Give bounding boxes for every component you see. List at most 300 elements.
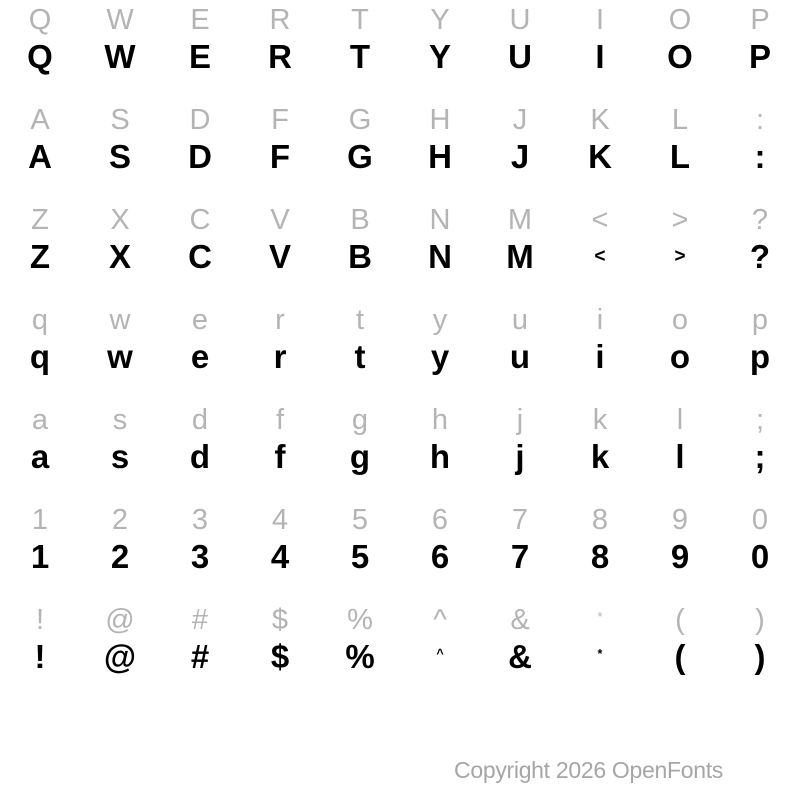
glyph-cell	[0, 4, 80, 37]
glyph-char: y	[432, 304, 448, 336]
glyph-char: J	[510, 138, 530, 175]
glyph-cell	[0, 404, 80, 437]
glyph-cell	[480, 438, 560, 476]
glyph-char: S	[110, 104, 130, 136]
glyph-cell	[320, 4, 400, 37]
glyph-char: (	[675, 604, 685, 636]
glyph-cell	[0, 38, 80, 76]
glyph-char: %	[345, 638, 375, 675]
glyph-cell	[400, 404, 480, 437]
glyph-char: 4	[270, 538, 290, 575]
glyph-cell	[640, 338, 720, 376]
glyph-char: j	[516, 404, 524, 436]
glyph-cell	[80, 4, 160, 37]
glyph-cell	[560, 438, 640, 476]
glyph-char: W	[106, 4, 134, 36]
glyph-cell	[640, 4, 720, 37]
glyph-row-pair	[0, 300, 800, 400]
glyph-char: :	[754, 138, 766, 175]
glyph-char: J	[512, 104, 528, 136]
glyph-char: 3	[191, 504, 209, 536]
glyph-char: D	[188, 138, 212, 175]
glyph-char: 7	[510, 538, 530, 575]
glyph-cell	[160, 238, 240, 276]
glyph-line-solid	[0, 338, 800, 382]
glyph-cell	[240, 104, 320, 137]
glyph-cell	[720, 238, 800, 276]
glyph-char: @	[105, 604, 135, 636]
glyph-cell	[400, 504, 480, 537]
glyph-cell	[640, 38, 720, 76]
glyph-char: o	[671, 304, 689, 336]
glyph-cell	[480, 338, 560, 376]
glyph-char: ?	[751, 204, 769, 236]
glyph-cell	[720, 404, 800, 437]
glyph-row-pair	[0, 200, 800, 300]
glyph-cell	[720, 304, 800, 337]
glyph-cell	[400, 204, 480, 237]
glyph-char: C	[188, 238, 212, 275]
glyph-char: g	[349, 438, 371, 475]
glyph-char: #	[190, 638, 210, 675]
glyph-char: Z	[31, 204, 49, 236]
glyph-char: Q	[28, 4, 52, 36]
glyph-cell	[560, 404, 640, 437]
glyph-cell	[400, 604, 480, 637]
glyph-cell	[320, 638, 400, 676]
glyph-char: C	[189, 204, 211, 236]
glyph-cell	[480, 204, 560, 237]
glyph-cell	[0, 338, 80, 376]
glyph-cell	[240, 38, 320, 76]
glyph-row-pair	[0, 400, 800, 500]
glyph-cell	[720, 504, 800, 537]
glyph-cell	[640, 104, 720, 137]
glyph-cell	[400, 4, 480, 37]
glyph-cell	[240, 404, 320, 437]
glyph-char: ^	[433, 604, 447, 636]
glyph-char: ;	[754, 438, 766, 475]
glyph-char: R	[268, 38, 292, 75]
glyph-char: H	[428, 138, 452, 175]
glyph-char: K	[590, 104, 610, 136]
glyph-char: E	[188, 38, 211, 75]
glyph-char: L	[671, 104, 689, 136]
glyph-cell	[400, 304, 480, 337]
glyph-char: ;	[755, 404, 765, 436]
glyph-char: X	[110, 204, 130, 236]
glyph-cell	[80, 338, 160, 376]
glyph-row-pair	[0, 0, 800, 100]
glyph-char: $	[270, 638, 290, 675]
glyph-row-pair	[0, 100, 800, 200]
glyph-char: T	[349, 38, 371, 75]
glyph-cell	[80, 504, 160, 537]
glyph-char: >	[674, 246, 686, 267]
glyph-cell	[560, 38, 640, 76]
glyph-char: q	[29, 338, 51, 375]
glyph-char: ^	[436, 647, 444, 661]
glyph-cell	[320, 504, 400, 537]
glyph-char: !	[35, 604, 45, 636]
glyph-cell	[80, 438, 160, 476]
glyph-char: g	[351, 404, 369, 436]
glyph-line-solid	[0, 538, 800, 582]
glyph-cell	[560, 238, 640, 276]
glyph-char: S	[108, 138, 131, 175]
glyph-char: Y	[430, 4, 450, 36]
glyph-char: %	[347, 604, 373, 636]
glyph-char: 2	[111, 504, 129, 536]
glyph-char: y	[430, 338, 450, 375]
glyph-char: r	[273, 338, 287, 375]
glyph-char: T	[351, 4, 369, 36]
glyph-cell	[480, 538, 560, 576]
glyph-cell	[400, 538, 480, 576]
glyph-char: K	[588, 138, 612, 175]
glyph-line-solid	[0, 138, 800, 182]
glyph-cell	[0, 438, 80, 476]
glyph-cell	[560, 138, 640, 176]
glyph-char: p	[749, 338, 771, 375]
glyph-cell	[0, 538, 80, 576]
glyph-cell	[320, 438, 400, 476]
glyph-cell	[0, 604, 80, 637]
glyph-cell	[240, 504, 320, 537]
glyph-cell	[480, 404, 560, 437]
glyph-char: t	[354, 338, 366, 375]
glyph-cell	[320, 538, 400, 576]
glyph-char: 6	[431, 504, 449, 536]
glyph-char: e	[191, 304, 209, 336]
glyph-cell	[240, 4, 320, 37]
glyph-cell	[720, 604, 800, 637]
glyph-cell	[720, 104, 800, 137]
glyph-cell	[640, 138, 720, 176]
glyph-line-muted	[0, 400, 800, 438]
glyph-char: i	[595, 338, 605, 375]
glyph-row-pair	[0, 500, 800, 600]
glyph-cell	[560, 4, 640, 37]
glyph-char: A	[30, 104, 50, 136]
glyph-cell	[720, 4, 800, 37]
glyph-char: @	[103, 638, 137, 675]
glyph-char: 3	[190, 538, 210, 575]
glyph-char: 5	[351, 504, 369, 536]
glyph-char: G	[347, 138, 373, 175]
glyph-char: 6	[430, 538, 450, 575]
glyph-char: 1	[30, 538, 50, 575]
glyph-cell	[80, 138, 160, 176]
glyph-cell	[480, 104, 560, 137]
glyph-line-muted	[0, 500, 800, 538]
glyph-cell	[640, 538, 720, 576]
glyph-cell	[320, 238, 400, 276]
glyph-char: 8	[591, 504, 609, 536]
glyph-cell	[400, 438, 480, 476]
glyph-char: O	[667, 38, 693, 75]
glyph-char: I	[595, 4, 605, 36]
glyph-cell	[160, 504, 240, 537]
glyph-cell	[640, 504, 720, 537]
glyph-cell	[720, 538, 800, 576]
glyph-char: $	[271, 604, 289, 636]
glyph-cell	[240, 138, 320, 176]
glyph-char: >	[671, 204, 689, 236]
glyph-cell	[560, 104, 640, 137]
glyph-cell	[400, 238, 480, 276]
glyph-char: F	[269, 138, 291, 175]
glyph-char: 9	[671, 504, 689, 536]
glyph-cell	[400, 104, 480, 137]
glyph-cell	[320, 338, 400, 376]
glyph-line-muted	[0, 200, 800, 238]
glyph-cell	[480, 304, 560, 337]
glyph-cell	[160, 438, 240, 476]
glyph-char: X	[108, 238, 131, 275]
glyph-char: h	[429, 438, 451, 475]
glyph-cell	[160, 538, 240, 576]
glyph-cell	[720, 438, 800, 476]
glyph-line-muted	[0, 300, 800, 338]
glyph-cell	[560, 538, 640, 576]
glyph-char: w	[109, 304, 131, 336]
glyph-char: o	[669, 338, 691, 375]
glyph-char: w	[107, 338, 133, 375]
glyph-cell	[320, 404, 400, 437]
glyph-char: s	[112, 404, 128, 436]
glyph-cell	[80, 404, 160, 437]
glyph-cell	[80, 604, 160, 637]
glyph-cell	[560, 504, 640, 537]
glyph-char: u	[509, 338, 531, 375]
glyph-char: E	[190, 4, 210, 36]
glyph-char: M	[506, 238, 534, 275]
glyph-char: j	[515, 438, 525, 475]
glyph-cell	[160, 638, 240, 676]
glyph-cell	[0, 104, 80, 137]
glyph-cell	[400, 638, 480, 676]
glyph-char: U	[508, 38, 532, 75]
glyph-cell	[0, 138, 80, 176]
glyph-cell	[560, 304, 640, 337]
glyph-cell	[720, 204, 800, 237]
glyph-char: H	[429, 104, 451, 136]
glyph-cell	[320, 604, 400, 637]
glyph-cell	[240, 304, 320, 337]
glyph-cell	[560, 638, 640, 676]
glyph-char: &	[510, 604, 530, 636]
glyph-char: *	[597, 609, 603, 624]
glyph-char: N	[429, 204, 451, 236]
glyph-cell	[480, 604, 560, 637]
glyph-char: Y	[428, 38, 451, 75]
glyph-char: 9	[670, 538, 690, 575]
glyph-cell	[0, 238, 80, 276]
glyph-cell	[160, 38, 240, 76]
glyph-char: 7	[511, 504, 529, 536]
glyph-cell	[720, 638, 800, 676]
glyph-line-solid	[0, 38, 800, 82]
glyph-cell	[480, 638, 560, 676]
glyph-char: B	[348, 238, 372, 275]
glyph-char: D	[189, 104, 211, 136]
glyph-cell	[160, 4, 240, 37]
glyph-line-solid	[0, 638, 800, 682]
glyph-cell	[400, 138, 480, 176]
glyph-cell	[560, 338, 640, 376]
glyph-cell	[720, 38, 800, 76]
glyph-cell	[0, 504, 80, 537]
glyph-cell	[160, 338, 240, 376]
glyph-char: ?	[749, 238, 771, 275]
glyph-char: A	[28, 138, 52, 175]
glyph-char: P	[748, 38, 771, 75]
glyph-char: l	[676, 404, 684, 436]
glyph-char: N	[428, 238, 452, 275]
glyph-cell	[400, 38, 480, 76]
glyph-char: I	[595, 38, 605, 75]
glyph-char: 4	[271, 504, 289, 536]
glyph-char: M	[507, 204, 533, 236]
glyph-cell	[80, 238, 160, 276]
glyph-cell	[80, 638, 160, 676]
glyph-cell	[80, 538, 160, 576]
glyph-cell	[480, 238, 560, 276]
glyph-cell	[240, 204, 320, 237]
glyph-char: G	[348, 104, 372, 136]
glyph-cell	[320, 204, 400, 237]
glyph-char: Q	[27, 38, 53, 75]
copyright-text: Copyright 2026 OpenFonts	[454, 757, 723, 783]
glyph-cell	[480, 138, 560, 176]
glyph-char: 2	[110, 538, 130, 575]
glyph-cell	[320, 38, 400, 76]
glyph-cell	[240, 238, 320, 276]
glyph-char: Z	[29, 238, 51, 275]
glyph-cell	[480, 38, 560, 76]
glyph-char: R	[269, 4, 291, 36]
glyph-cell	[640, 304, 720, 337]
glyph-char: 1	[31, 504, 49, 536]
glyph-cell	[0, 204, 80, 237]
glyph-cell	[560, 604, 640, 637]
glyph-char: #	[191, 604, 209, 636]
glyph-char: q	[31, 304, 49, 336]
glyph-char: <	[594, 246, 606, 267]
glyph-char: L	[669, 138, 691, 175]
glyph-char: a	[30, 438, 50, 475]
glyph-row-pair	[0, 600, 800, 700]
glyph-cell	[160, 304, 240, 337]
glyph-line-solid	[0, 238, 800, 282]
glyph-cell	[640, 238, 720, 276]
glyph-char: !	[34, 638, 46, 675]
glyph-cell	[400, 338, 480, 376]
glyph-cell	[640, 404, 720, 437]
glyph-cell	[80, 104, 160, 137]
glyph-char: &	[508, 638, 532, 675]
glyph-char: )	[755, 604, 765, 636]
glyph-char: B	[350, 204, 370, 236]
glyph-char: r	[275, 304, 285, 336]
glyph-char: l	[675, 438, 685, 475]
glyph-cell	[0, 638, 80, 676]
glyph-char: d	[189, 438, 211, 475]
glyph-cell	[640, 204, 720, 237]
glyph-cell	[720, 338, 800, 376]
glyph-char: 0	[751, 504, 769, 536]
glyph-char: U	[509, 4, 531, 36]
glyph-line-muted	[0, 600, 800, 638]
glyph-char: )	[754, 638, 766, 675]
glyph-cell	[240, 438, 320, 476]
glyph-cell	[160, 204, 240, 237]
glyph-char: W	[104, 38, 136, 75]
glyph-char: s	[110, 438, 130, 475]
glyph-char: f	[274, 438, 286, 475]
glyph-char: V	[268, 238, 291, 275]
glyph-char: *	[597, 647, 603, 661]
glyph-cell	[480, 4, 560, 37]
glyph-char: p	[751, 304, 769, 336]
glyph-char: t	[355, 304, 365, 336]
glyph-char: O	[668, 4, 692, 36]
glyph-char: (	[674, 638, 686, 675]
glyph-cell	[80, 304, 160, 337]
glyph-cell	[320, 304, 400, 337]
glyph-cell	[80, 204, 160, 237]
glyph-char: a	[31, 404, 49, 436]
glyph-cell	[560, 204, 640, 237]
glyph-cell	[640, 638, 720, 676]
glyph-cell	[240, 538, 320, 576]
glyph-char: k	[592, 404, 608, 436]
glyph-cell	[80, 38, 160, 76]
glyph-char: V	[270, 204, 290, 236]
glyph-cell	[240, 604, 320, 637]
glyph-cell	[640, 604, 720, 637]
glyph-line-muted	[0, 0, 800, 38]
glyph-line-muted	[0, 100, 800, 138]
glyph-cell	[480, 504, 560, 537]
glyph-char: f	[275, 404, 285, 436]
glyph-char: P	[750, 4, 770, 36]
glyph-cell	[240, 638, 320, 676]
glyph-char: k	[590, 438, 610, 475]
glyph-char: d	[191, 404, 209, 436]
glyph-char: 0	[750, 538, 770, 575]
glyph-cell	[320, 138, 400, 176]
glyph-cell	[160, 604, 240, 637]
glyph-cell	[160, 104, 240, 137]
glyph-line-solid	[0, 438, 800, 482]
glyph-char: <	[591, 204, 609, 236]
glyph-char: 8	[590, 538, 610, 575]
glyph-char: e	[190, 338, 210, 375]
glyph-cell	[240, 338, 320, 376]
glyph-char: :	[755, 104, 765, 136]
glyph-cell	[320, 104, 400, 137]
glyph-cell	[160, 138, 240, 176]
glyph-cell	[0, 304, 80, 337]
glyph-char: h	[431, 404, 449, 436]
glyph-char: 5	[350, 538, 370, 575]
glyph-char: u	[511, 304, 529, 336]
glyph-cell	[160, 404, 240, 437]
glyph-char: F	[271, 104, 289, 136]
glyph-cell	[640, 438, 720, 476]
